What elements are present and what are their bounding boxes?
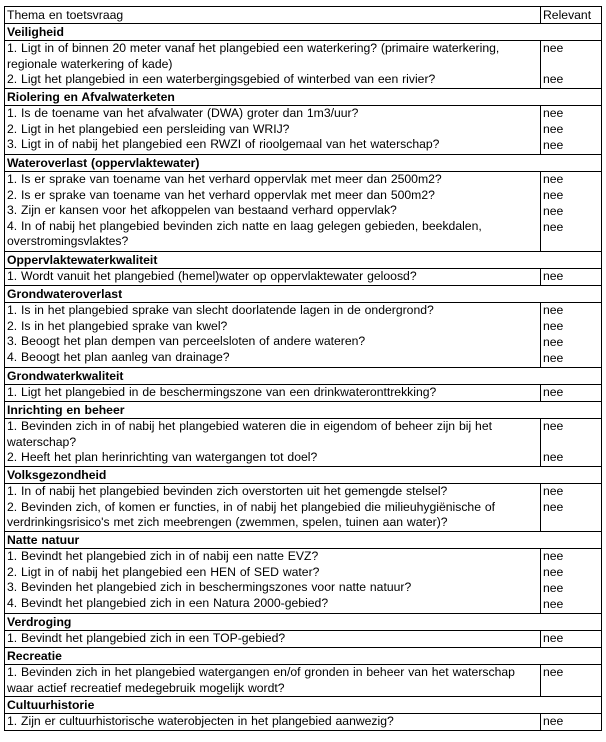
question-row bbox=[5, 269, 602, 286]
section-title: Veiligheid bbox=[5, 24, 602, 41]
relevant-answer: nee bbox=[543, 419, 564, 433]
question-text: 4. Bevindt het plangebied zich in een Natura 2000-gebied? bbox=[7, 595, 329, 610]
question-cell bbox=[5, 714, 541, 731]
section-title: Cultuurhistorie bbox=[5, 697, 602, 714]
question-cell bbox=[5, 419, 541, 467]
question-cell bbox=[5, 549, 541, 614]
relevant-answer: nee bbox=[543, 172, 564, 186]
relevant-cell bbox=[541, 631, 602, 648]
question-text: 4. Beoogt het plan aanleg van drainage? bbox=[7, 349, 230, 364]
relevant-answer: nee bbox=[543, 319, 564, 333]
relevant-answer: nee bbox=[543, 188, 564, 202]
relevant-answer: nee bbox=[543, 549, 564, 563]
section-row bbox=[5, 286, 602, 303]
section-title: Inrichting en beheer bbox=[5, 402, 602, 419]
relevant-answer: nee bbox=[543, 500, 564, 514]
section-row bbox=[5, 648, 602, 665]
question-row bbox=[5, 106, 602, 155]
question-text: 2. Ligt in of nabij het plangebied een HEN of SED water? bbox=[7, 564, 320, 579]
question-cell bbox=[5, 631, 541, 648]
question-cell bbox=[5, 41, 541, 89]
section-title: Grondwaterkwaliteit bbox=[5, 368, 602, 385]
question-row bbox=[5, 484, 602, 532]
relevant-answer: nee bbox=[543, 138, 564, 152]
relevant-answer: nee bbox=[543, 335, 564, 349]
question-text: 2. Is in het plangebied sprake van kwel? bbox=[7, 318, 228, 333]
section-row bbox=[5, 252, 602, 269]
relevant-answer: nee bbox=[543, 385, 564, 399]
relevant-answer: nee bbox=[543, 714, 564, 729]
section-row bbox=[5, 368, 602, 385]
relevant-cell bbox=[541, 484, 602, 532]
relevant-answer: nee bbox=[543, 303, 564, 317]
section-row bbox=[5, 467, 602, 484]
question-text: 1. In of nabij het plangebied bevinden zich overstorten uit het gemengde stelsel? bbox=[7, 484, 448, 498]
question-text: 2. Is er sprake van toename van het verhard oppervlak met meer dan 500m2? bbox=[7, 187, 435, 202]
relevant-answer: nee bbox=[543, 220, 564, 234]
question-text: 1. Is in het plangebied sprake van slecht doorlatende lagen in de ondergrond? bbox=[7, 303, 434, 317]
section-row bbox=[5, 89, 602, 106]
table-body bbox=[5, 24, 602, 731]
section-row bbox=[5, 155, 602, 172]
question-row bbox=[5, 665, 602, 697]
water-assessment-table bbox=[4, 6, 602, 731]
question-text: 3. Zijn er kansen voor het afkoppelen van bestaand verhard oppervlak? bbox=[7, 203, 397, 218]
section-title: Volksgezondheid bbox=[5, 467, 602, 484]
question-text: 1. Bevindt het plangebied zich in of nabij een natte EVZ? bbox=[7, 549, 319, 563]
section-title: Recreatie bbox=[5, 648, 602, 665]
question-text: 1. Ligt in of binnen 20 meter vanaf het plangebied een waterkering? (primaire waterkering, regionale waterkering of kade) bbox=[7, 41, 500, 71]
question-row bbox=[5, 714, 602, 731]
question-row bbox=[5, 549, 602, 614]
section-row bbox=[5, 402, 602, 419]
question-text: 1. Wordt vanuit het plangebied (hemel)water op oppervlaktewater geloosd? bbox=[7, 269, 417, 283]
relevant-cell bbox=[541, 41, 602, 89]
question-text: 1. Bevinden zich in of nabij het plangebied wateren die in eigendom of beheer zijn bij het waterschap? bbox=[7, 419, 492, 449]
relevant-answer: nee bbox=[543, 204, 564, 218]
header-theme: Thema en toetsvraag bbox=[5, 7, 541, 24]
relevant-answer: nee bbox=[543, 565, 564, 579]
relevant-answer: nee bbox=[543, 122, 564, 136]
relevant-cell bbox=[541, 106, 602, 155]
question-text: 1. Zijn er cultuurhistorische waterobjecten in het plangebied aanwezig? bbox=[7, 714, 394, 729]
section-title: Grondwateroverlast bbox=[5, 286, 602, 303]
question-cell bbox=[5, 665, 541, 697]
relevant-answer: nee bbox=[543, 72, 564, 86]
question-text: 1. Is de toename van het afvalwater (DWA) groter dan 1m3/uur? bbox=[7, 106, 359, 120]
question-row bbox=[5, 419, 602, 467]
section-row bbox=[5, 532, 602, 549]
section-title: Natte natuur bbox=[5, 532, 602, 549]
relevant-cell bbox=[541, 385, 602, 402]
table-header-row bbox=[5, 7, 602, 24]
question-text: 2. Ligt het plangebied in een waterbergingsgebied of winterbed van een rivier? bbox=[7, 72, 436, 87]
question-row bbox=[5, 41, 602, 89]
question-row bbox=[5, 303, 602, 368]
question-text: 2. Heeft het plan herinrichting van watergangen tot doel? bbox=[7, 450, 318, 465]
section-title: Oppervlaktewaterkwaliteit bbox=[5, 252, 602, 269]
question-cell bbox=[5, 385, 541, 402]
section-row bbox=[5, 614, 602, 631]
question-text: 1. Bevinden zich in het plangebied watergangen en/of gronden in beheer van het waterschap waar actief recreatief medegebruik mogelijk wordt? bbox=[7, 665, 515, 695]
section-row bbox=[5, 697, 602, 714]
question-cell bbox=[5, 106, 541, 155]
relevant-answer: nee bbox=[543, 484, 564, 498]
relevant-cell bbox=[541, 665, 602, 697]
question-text: 2. Bevinden zich, of komen er functies, in of nabij het plangebied die milieuhygiënische of verdrinkingsrisico's met zich meebrengen (zwemmen, spelen, tuinen aan water)? bbox=[7, 499, 496, 530]
question-row bbox=[5, 385, 602, 402]
question-text: 3. Ligt in of nabij het plangebied een RWZI of rioolgemaal van het waterschap? bbox=[7, 137, 440, 152]
relevant-answer: nee bbox=[543, 665, 564, 679]
relevant-answer: nee bbox=[543, 597, 564, 611]
question-text: 3. Bevinden het plangebied zich in beschermingszones voor natte natuur? bbox=[7, 580, 412, 595]
question-text: 1. Bevindt het plangebied zich in een TOP-gebied? bbox=[7, 631, 286, 645]
question-text: 3. Beoogt het plan dempen van perceelsloten of andere wateren? bbox=[7, 334, 366, 349]
header-relevant: Relevant bbox=[541, 7, 602, 24]
relevant-answer: nee bbox=[543, 41, 564, 55]
relevant-cell bbox=[541, 714, 602, 731]
section-title: Wateroverlast (oppervlaktewater) bbox=[5, 155, 602, 172]
relevant-answer: nee bbox=[543, 106, 564, 120]
question-cell bbox=[5, 484, 541, 532]
question-cell bbox=[5, 303, 541, 368]
relevant-cell bbox=[541, 419, 602, 467]
question-text: 1. Is er sprake van toename van het verhard oppervlak met meer dan 2500m2? bbox=[7, 172, 442, 186]
question-cell bbox=[5, 172, 541, 252]
relevant-answer: nee bbox=[543, 450, 564, 464]
question-text: 1. Ligt het plangebied in de beschermingszone van een drinkwateronttrekking? bbox=[7, 385, 437, 399]
relevant-answer: nee bbox=[543, 631, 564, 645]
relevant-cell bbox=[541, 549, 602, 614]
section-row bbox=[5, 24, 602, 41]
question-row bbox=[5, 172, 602, 252]
relevant-cell bbox=[541, 269, 602, 286]
section-title: Verdroging bbox=[5, 614, 602, 631]
question-cell bbox=[5, 269, 541, 286]
relevant-cell bbox=[541, 172, 602, 252]
question-text: 2. Ligt in het plangebied een persleiding van WRIJ? bbox=[7, 121, 290, 136]
relevant-answer: nee bbox=[543, 351, 564, 365]
relevant-answer: nee bbox=[543, 581, 564, 595]
relevant-cell bbox=[541, 303, 602, 368]
section-title: Riolering en Afvalwaterketen bbox=[5, 89, 602, 106]
relevant-answer: nee bbox=[543, 269, 564, 283]
question-text: 4. In of nabij het plangebied bevinden zich natte en laag gelegen gebieden, beekdalen, overstromingsvlaktes? bbox=[7, 218, 482, 249]
question-row bbox=[5, 631, 602, 648]
